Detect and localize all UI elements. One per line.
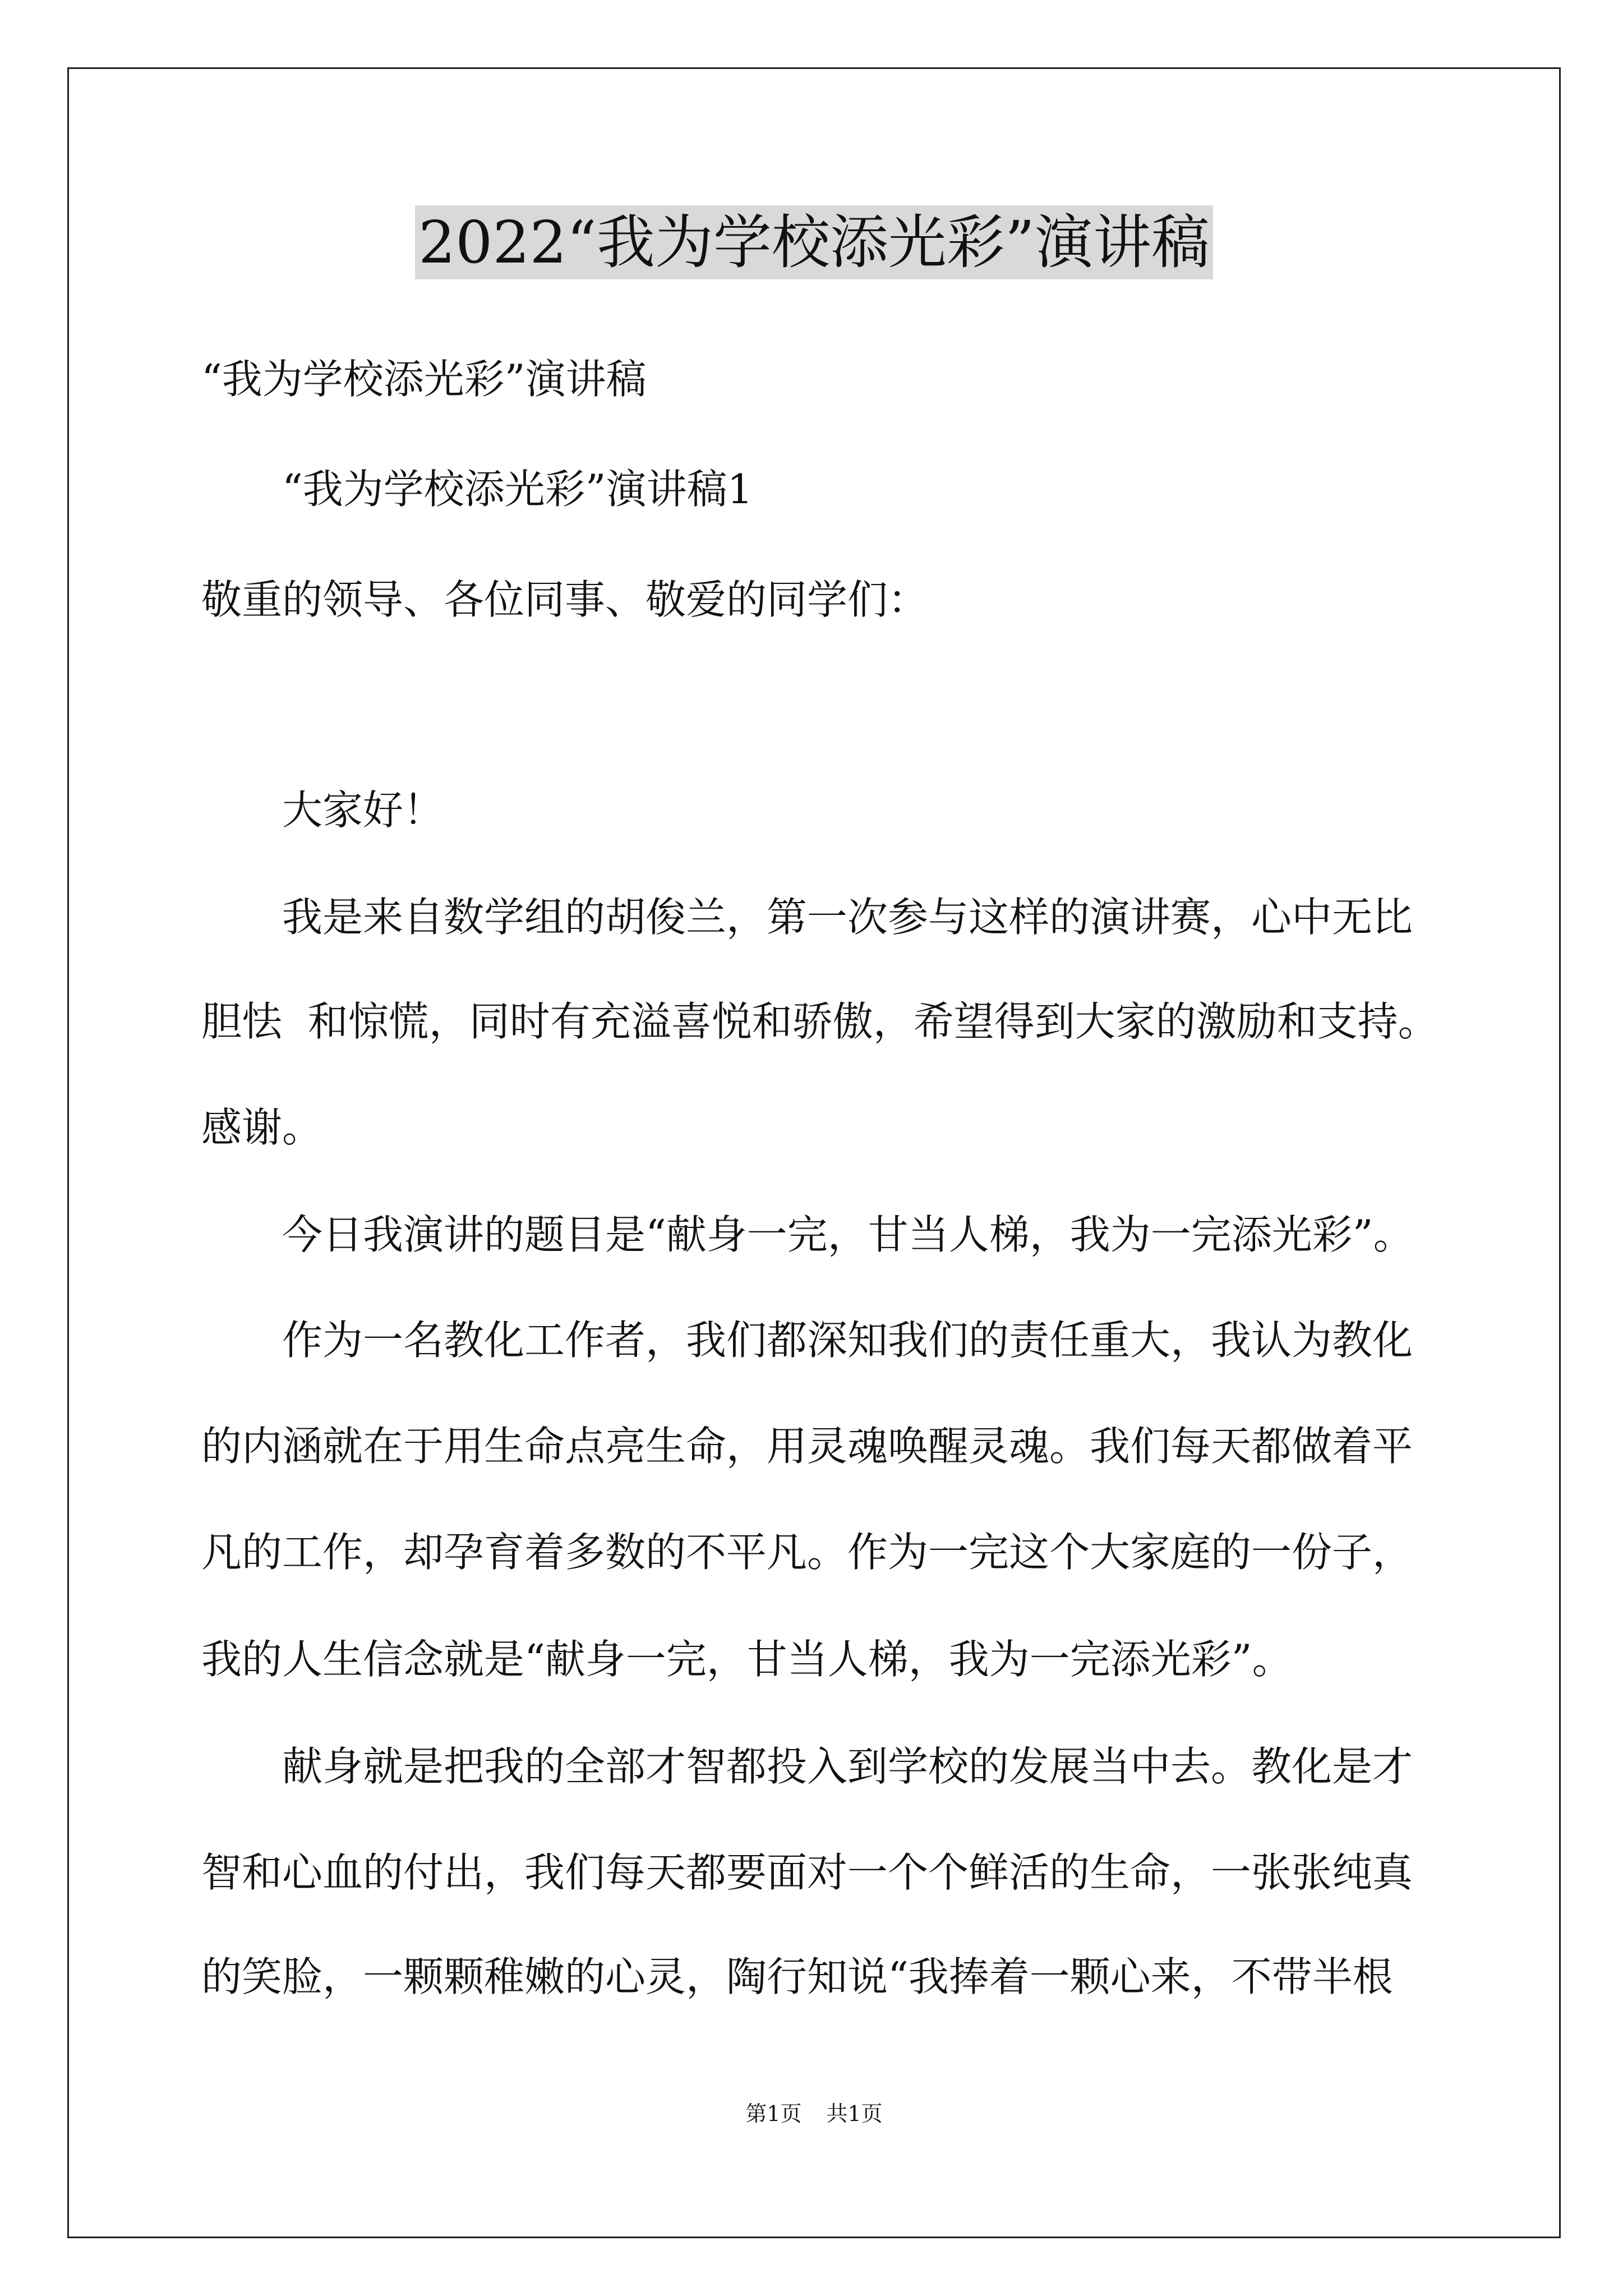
- body-line: 我的人生信念就是“献身一完，甘当人梯，我为一完添光彩”。: [201, 1636, 1293, 1683]
- body-line: 我是来自数学组的胡俊兰，第一次参与这样的演讲赛，心中无比: [282, 894, 1413, 941]
- body-line: 今日我演讲的题目是“献身一完，甘当人梯，我为一完添光彩”。: [282, 1211, 1414, 1258]
- body-line: 作为一名教化工作者，我们都深知我们的责任重大，我认为教化: [282, 1317, 1413, 1364]
- document-title: 2022“我为学校添光彩”演讲稿: [415, 205, 1213, 279]
- body-line: 凡的工作，却孕育着多数的不平凡。作为一完这个大家庭的一份子，: [201, 1529, 1413, 1576]
- salutation: 敬重的领导、各位同事、敬爱的同学们：: [201, 576, 929, 623]
- page-total: 共1页: [826, 2101, 883, 2126]
- page-footer: [67, 2103, 1561, 2124]
- body-line: 大家好！: [282, 786, 444, 834]
- page-number: 第1页: [745, 2101, 802, 2126]
- document-subtitle: “我为学校添光彩”演讲稿: [201, 356, 647, 403]
- body-line: 智和心血的付出，我们每天都要面对一个个鲜活的生命，一张张纯真: [201, 1849, 1413, 1896]
- body-line: 的笑脸，一颗颗稚嫩的心灵，陶行知说“我捧着一颗心来，不带半根: [201, 1953, 1393, 2000]
- body-line: 胆怯 和惊慌，同时有充溢喜悦和骄傲，希望得到大家的激励和支持。: [201, 998, 1438, 1045]
- body-line: 的内涵就在于用生命点亮生命，用灵魂唤醒灵魂。我们每天都做着平: [201, 1423, 1413, 1470]
- section-heading: “我为学校添光彩”演讲稿1: [282, 466, 753, 513]
- body-line: 献身就是把我的全部才智都投入到学校的发展当中去。教化是才: [282, 1743, 1413, 1790]
- title-container: [67, 205, 1561, 279]
- body-line: 感谢。: [201, 1104, 323, 1151]
